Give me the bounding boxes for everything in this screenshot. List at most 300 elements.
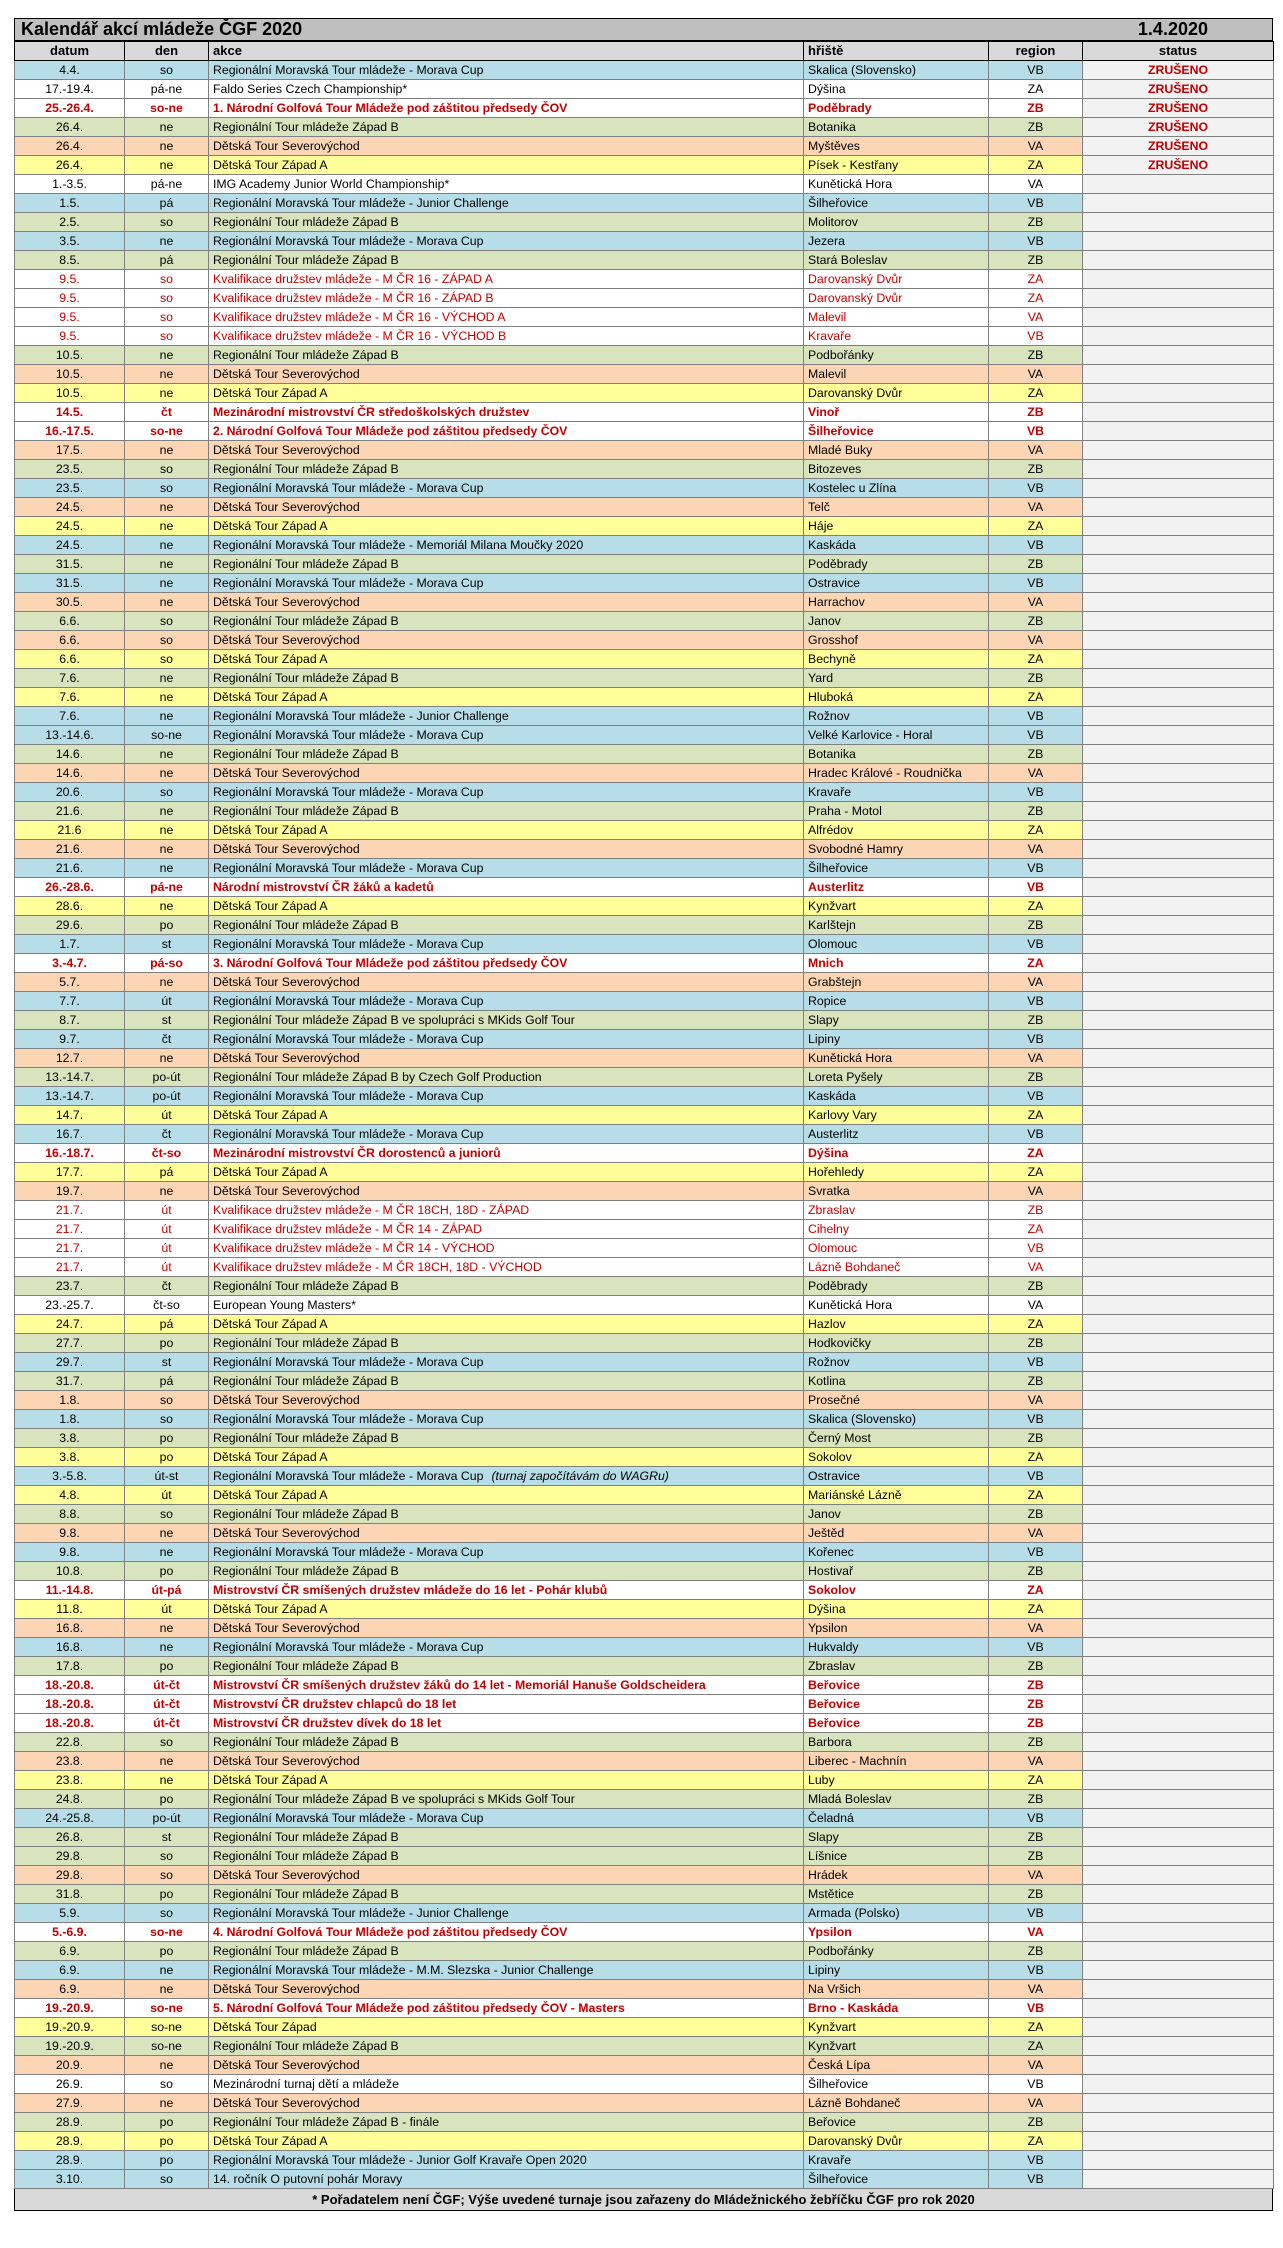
cell-den-text: st bbox=[161, 1355, 172, 1369]
cell-akce bbox=[209, 1391, 804, 1410]
cell-hriste-text: Šilheřovice bbox=[808, 196, 869, 210]
cell-region-text: ZB bbox=[1027, 120, 1044, 134]
cell-akce-text: Regionální Tour mládeže Západ B bbox=[213, 614, 399, 628]
cell-datum bbox=[15, 726, 125, 745]
cell-region bbox=[989, 1106, 1083, 1125]
cell-akce bbox=[209, 175, 804, 194]
cell-hriste-text: Molitorov bbox=[808, 215, 858, 229]
cell-region bbox=[989, 422, 1083, 441]
cell-akce-text: Regionální Moravská Tour mládeže - Morava Cup bbox=[213, 1640, 484, 1654]
cell-den bbox=[125, 2094, 209, 2113]
cell-akce bbox=[209, 536, 804, 555]
cell-region-text: VA bbox=[1027, 367, 1044, 381]
cell-akce-text: Regionální Moravská Tour mládeže - Memoriál Milana Moučky 2020 bbox=[213, 538, 584, 552]
cell-den-text: út bbox=[161, 994, 172, 1008]
cell-datum-text: 4.4. bbox=[59, 63, 80, 77]
cell-akce-text: Regionální Tour mládeže Západ B ve spolupráci s MKids Golf Tour bbox=[213, 1792, 575, 1806]
cell-region bbox=[989, 973, 1083, 992]
cell-region bbox=[989, 1847, 1083, 1866]
header-den: den bbox=[125, 42, 209, 61]
cell-hriste bbox=[804, 1087, 989, 1106]
cell-akce bbox=[209, 232, 804, 251]
cell-status bbox=[1083, 1847, 1274, 1866]
cell-den-text: so bbox=[160, 2172, 173, 2186]
cell-den bbox=[125, 973, 209, 992]
cell-status bbox=[1083, 707, 1274, 726]
cell-region bbox=[989, 1695, 1083, 1714]
cell-den-text: pá-ne bbox=[150, 880, 183, 894]
cell-status bbox=[1083, 802, 1274, 821]
cell-datum-text: 3.5. bbox=[59, 234, 80, 248]
cell-den bbox=[125, 1429, 209, 1448]
cell-akce-text: Regionální Moravská Tour mládeže - Morava Cup bbox=[213, 785, 484, 799]
cell-datum bbox=[15, 346, 125, 365]
cell-den bbox=[125, 1980, 209, 1999]
cell-den bbox=[125, 517, 209, 536]
cell-hriste bbox=[804, 1676, 989, 1695]
cell-hriste-text: Hodkovičky bbox=[808, 1336, 871, 1350]
cell-status bbox=[1083, 1543, 1274, 1562]
cell-den bbox=[125, 536, 209, 555]
cell-akce-text: Regionální Moravská Tour mládeže - Morava Cup bbox=[213, 576, 484, 590]
cell-region-text: VB bbox=[1026, 2001, 1045, 2015]
table-row bbox=[15, 1714, 1274, 1733]
cell-den-text: st bbox=[161, 937, 172, 951]
cell-hriste-text: Karlovy Vary bbox=[808, 1108, 877, 1122]
cell-datum-text: 16.7. bbox=[55, 1127, 84, 1141]
cell-den bbox=[125, 1144, 209, 1163]
cell-datum bbox=[15, 2151, 125, 2170]
cell-status bbox=[1083, 1695, 1274, 1714]
cell-datum-text: 24.5. bbox=[55, 519, 84, 533]
cell-akce bbox=[209, 1030, 804, 1049]
cell-den-text: ne bbox=[159, 120, 174, 134]
cell-status bbox=[1083, 1182, 1274, 1201]
cell-hriste-text: Dýšina bbox=[808, 1602, 846, 1616]
cell-region bbox=[989, 346, 1083, 365]
cell-hriste-text: Kynžvart bbox=[808, 899, 856, 913]
cell-akce bbox=[209, 1733, 804, 1752]
cell-region-text: VB bbox=[1027, 1640, 1044, 1654]
cell-den-text: so bbox=[160, 1412, 173, 1426]
cell-hriste-text: Liberec - Machnín bbox=[808, 1754, 907, 1768]
cell-den-text: ne bbox=[159, 766, 174, 780]
table-row bbox=[15, 232, 1274, 251]
cell-datum-text: 24.5. bbox=[55, 500, 84, 514]
cell-akce-text: Regionální Moravská Tour mládeže - Morava Cup bbox=[213, 1545, 484, 1559]
cell-datum bbox=[15, 2170, 125, 2189]
cell-hriste-text: Dýšina bbox=[808, 82, 846, 96]
cell-region-text: VA bbox=[1027, 633, 1044, 647]
cell-status bbox=[1083, 840, 1274, 859]
cell-den bbox=[125, 1486, 209, 1505]
cell-den-text: ne bbox=[159, 1773, 174, 1787]
cell-akce-text: Dětská Tour Severovýchod bbox=[213, 842, 360, 856]
cell-akce-text: Regionální Moravská Tour mládeže - Junior Golf Kravaře Open 2020 bbox=[213, 2153, 587, 2167]
cell-region-text: ZA bbox=[1027, 519, 1044, 533]
cell-hriste bbox=[804, 270, 989, 289]
cell-status bbox=[1083, 441, 1274, 460]
cell-datum-text: 9.8. bbox=[59, 1526, 80, 1540]
header-hriste: hřiště bbox=[804, 42, 989, 61]
cell-status bbox=[1083, 1961, 1274, 1980]
cell-datum bbox=[15, 954, 125, 973]
cell-region bbox=[989, 688, 1083, 707]
cell-hriste bbox=[804, 1733, 989, 1752]
cell-datum-text: 23.-25.7. bbox=[45, 1298, 94, 1312]
cell-den-text: po-út bbox=[152, 1070, 181, 1084]
cell-akce bbox=[209, 612, 804, 631]
cell-hriste bbox=[804, 2018, 989, 2037]
cell-datum bbox=[15, 1315, 125, 1334]
cell-hriste-text: Poděbrady bbox=[808, 557, 868, 571]
cell-den-text: ne bbox=[159, 538, 174, 552]
cell-akce bbox=[209, 631, 804, 650]
cell-den bbox=[125, 631, 209, 650]
cell-hriste bbox=[804, 1467, 989, 1486]
cell-region-text: VB bbox=[1027, 481, 1044, 495]
cell-den bbox=[125, 1752, 209, 1771]
cell-akce bbox=[209, 422, 804, 441]
cell-den bbox=[125, 1733, 209, 1752]
cell-den bbox=[125, 1999, 209, 2018]
cell-status bbox=[1083, 1334, 1274, 1353]
cell-akce-text: Regionální Tour mládeže Západ B bbox=[213, 2039, 399, 2053]
cell-status bbox=[1083, 1904, 1274, 1923]
cell-den-text: ne bbox=[159, 348, 174, 362]
cell-hriste-text: Bitozeves bbox=[808, 462, 862, 476]
cell-status bbox=[1083, 1220, 1274, 1239]
cell-hriste bbox=[804, 213, 989, 232]
cell-region-text: ZB bbox=[1027, 1944, 1044, 1958]
cell-region bbox=[989, 612, 1083, 631]
cell-akce-text: Dětská Tour Západ A bbox=[213, 690, 328, 704]
cell-den bbox=[125, 403, 209, 422]
cell-region-text: ZB bbox=[1027, 1716, 1044, 1730]
cell-hriste-text: Mnich bbox=[808, 956, 844, 970]
cell-akce bbox=[209, 251, 804, 270]
cell-status bbox=[1083, 80, 1274, 99]
cell-datum-text: 26.-28.6. bbox=[45, 880, 94, 894]
cell-status bbox=[1083, 1524, 1274, 1543]
cell-datum bbox=[15, 916, 125, 935]
cell-region-text: ZA bbox=[1027, 1108, 1044, 1122]
cell-akce bbox=[209, 2056, 804, 2075]
cell-hriste bbox=[804, 536, 989, 555]
cell-hriste bbox=[804, 1581, 989, 1600]
cell-status bbox=[1083, 1676, 1274, 1695]
table-row bbox=[15, 1790, 1274, 1809]
cell-hriste-text: Zbraslav bbox=[808, 1203, 856, 1217]
cell-den-text: so bbox=[160, 1735, 173, 1749]
cell-akce-text: Dětská Tour Západ A bbox=[213, 519, 328, 533]
cell-datum bbox=[15, 460, 125, 479]
cell-den-text: st bbox=[161, 1830, 172, 1844]
table-row bbox=[15, 1847, 1274, 1866]
cell-hriste bbox=[804, 1030, 989, 1049]
cell-hriste bbox=[804, 1828, 989, 1847]
cell-akce bbox=[209, 1125, 804, 1144]
cell-status bbox=[1083, 1277, 1274, 1296]
cell-region-text: ZB bbox=[1027, 1697, 1044, 1711]
cell-hriste-text: Podbořánky bbox=[808, 348, 874, 362]
cell-den-text: po bbox=[159, 1336, 174, 1350]
cell-datum-text: 14.6. bbox=[55, 766, 84, 780]
cell-datum-text: 28.9. bbox=[55, 2134, 84, 2148]
cell-status bbox=[1083, 61, 1274, 80]
cell-den bbox=[125, 783, 209, 802]
cell-region-text: ZB bbox=[1027, 1013, 1044, 1027]
cell-akce-text: Kvalifikace družstev mládeže - M ČR 16 - VÝCHOD A bbox=[213, 310, 506, 324]
cell-datum bbox=[15, 2094, 125, 2113]
cell-datum bbox=[15, 536, 125, 555]
cell-datum-text: 25.-26.4. bbox=[45, 101, 94, 115]
table-row bbox=[15, 916, 1274, 935]
cell-hriste-text: Mladá Boleslav bbox=[808, 1792, 892, 1806]
cell-datum-text: 28.9. bbox=[55, 2115, 84, 2129]
cell-den bbox=[125, 1315, 209, 1334]
cell-region bbox=[989, 2113, 1083, 2132]
cell-datum-text: 21.6. bbox=[55, 804, 84, 818]
cell-akce-text: Dětská Tour Západ A bbox=[213, 2134, 328, 2148]
cell-region-text: VA bbox=[1027, 2096, 1044, 2110]
cell-datum bbox=[15, 137, 125, 156]
cell-akce bbox=[209, 992, 804, 1011]
cell-hriste bbox=[804, 2151, 989, 2170]
cell-hriste bbox=[804, 422, 989, 441]
table-row bbox=[15, 1486, 1274, 1505]
table-row bbox=[15, 1543, 1274, 1562]
cell-den-text: ne bbox=[159, 158, 174, 172]
cell-den bbox=[125, 365, 209, 384]
cell-datum-text: 5.-6.9. bbox=[52, 1925, 87, 1939]
cell-datum bbox=[15, 498, 125, 517]
cell-hriste bbox=[804, 631, 989, 650]
cell-akce-text: Regionální Moravská Tour mládeže - Morava Cup bbox=[213, 1032, 484, 1046]
cell-hriste bbox=[804, 251, 989, 270]
cell-den bbox=[125, 669, 209, 688]
cell-hriste-text: Prosečné bbox=[808, 1393, 860, 1407]
cell-akce bbox=[209, 764, 804, 783]
cell-datum bbox=[15, 1125, 125, 1144]
cell-datum-text: 6.6. bbox=[59, 652, 80, 666]
cell-den-text: so-ne bbox=[150, 101, 183, 115]
cell-akce-text: IMG Academy Junior World Championship* bbox=[213, 177, 450, 191]
cell-datum-text: 24.7. bbox=[55, 1317, 84, 1331]
cell-den-text: ne bbox=[159, 975, 174, 989]
cell-akce-text: Regionální Tour mládeže Západ B bbox=[213, 747, 399, 761]
cell-hriste bbox=[804, 1391, 989, 1410]
cell-datum-text: 17.-19.4. bbox=[45, 82, 94, 96]
cell-den bbox=[125, 859, 209, 878]
cell-datum-text: 11.8. bbox=[56, 1602, 83, 1616]
cell-hriste-text: Austerlitz bbox=[808, 1127, 859, 1141]
cell-datum-text: 2.5. bbox=[59, 215, 80, 229]
cell-akce bbox=[209, 821, 804, 840]
table-row bbox=[15, 194, 1274, 213]
cell-akce-text: Mezinárodní turnaj dětí a mládeže bbox=[213, 2077, 399, 2091]
cell-status bbox=[1083, 1201, 1274, 1220]
table-row bbox=[15, 821, 1274, 840]
table-row bbox=[15, 2151, 1274, 2170]
cell-datum bbox=[15, 156, 125, 175]
cell-hriste bbox=[804, 1562, 989, 1581]
cell-den bbox=[125, 1220, 209, 1239]
cell-region-text: ZA bbox=[1027, 2039, 1044, 2053]
cell-akce-text: European Young Masters* bbox=[213, 1298, 356, 1312]
cell-den-text: út-st bbox=[154, 1469, 179, 1483]
table-row bbox=[15, 498, 1274, 517]
cell-den bbox=[125, 1011, 209, 1030]
cell-datum-text: 19.7. bbox=[55, 1184, 84, 1198]
cell-akce bbox=[209, 1600, 804, 1619]
cell-status bbox=[1083, 1239, 1274, 1258]
cell-region-text: VA bbox=[1027, 1260, 1044, 1274]
cell-hriste-text: Rožnov bbox=[808, 709, 850, 723]
cell-hriste bbox=[804, 802, 989, 821]
table-row bbox=[15, 1980, 1274, 1999]
cell-akce bbox=[209, 1144, 804, 1163]
cell-hriste-text: Kunětická Hora bbox=[808, 1298, 893, 1312]
cell-hriste bbox=[804, 1942, 989, 1961]
cell-den bbox=[125, 1030, 209, 1049]
cell-region-text: VA bbox=[1027, 1925, 1044, 1939]
cell-datum bbox=[15, 2037, 125, 2056]
cell-den bbox=[125, 821, 209, 840]
cell-region-text: ZB bbox=[1027, 1849, 1044, 1863]
cell-datum bbox=[15, 1562, 125, 1581]
cell-region bbox=[989, 1030, 1083, 1049]
cell-region-text: ZA bbox=[1027, 82, 1044, 96]
cell-region-text: ZA bbox=[1027, 899, 1044, 913]
cell-hriste bbox=[804, 745, 989, 764]
cell-hriste-text: Ještěd bbox=[808, 1526, 845, 1540]
cell-hriste-text: Ypsilon bbox=[808, 1925, 852, 1939]
cell-datum bbox=[15, 61, 125, 80]
cell-region bbox=[989, 593, 1083, 612]
cell-hriste-text: Darovanský Dvůr bbox=[808, 291, 903, 305]
cell-den-text: ne bbox=[159, 804, 174, 818]
cell-hriste-text: Mstětice bbox=[808, 1887, 854, 1901]
table-row bbox=[15, 631, 1274, 650]
cell-hriste bbox=[804, 175, 989, 194]
cell-status bbox=[1083, 1030, 1274, 1049]
cell-akce-text: Regionální Moravská Tour mládeže - Morava Cup bbox=[213, 1355, 484, 1369]
cell-region bbox=[989, 2056, 1083, 2075]
cell-status bbox=[1083, 460, 1274, 479]
cell-datum-text: 1.8. bbox=[59, 1393, 80, 1407]
cell-datum bbox=[15, 1486, 125, 1505]
cell-den bbox=[125, 650, 209, 669]
cell-akce bbox=[209, 1467, 804, 1486]
cell-den-text: so bbox=[160, 1849, 173, 1863]
cell-region bbox=[989, 954, 1083, 973]
cell-status bbox=[1083, 1714, 1274, 1733]
cell-den-text: ne bbox=[159, 1051, 174, 1065]
cell-status bbox=[1083, 175, 1274, 194]
cell-region-text: ZB bbox=[1027, 1792, 1044, 1806]
cell-region-text: ZB bbox=[1027, 1431, 1044, 1445]
cell-datum bbox=[15, 2075, 125, 2094]
cell-den-text: so bbox=[160, 291, 173, 305]
page-title: Kalendář akcí mládeže ČGF 2020 bbox=[21, 19, 303, 39]
cell-status bbox=[1083, 973, 1274, 992]
cell-hriste-text: Poděbrady bbox=[808, 1279, 868, 1293]
cell-region bbox=[989, 1296, 1083, 1315]
cell-status bbox=[1083, 1467, 1274, 1486]
cell-den bbox=[125, 175, 209, 194]
table-row bbox=[15, 251, 1274, 270]
cell-status bbox=[1083, 1429, 1274, 1448]
cell-region bbox=[989, 726, 1083, 745]
cell-den bbox=[125, 1277, 209, 1296]
cell-akce bbox=[209, 1790, 804, 1809]
cell-hriste bbox=[804, 2037, 989, 2056]
cell-datum bbox=[15, 270, 125, 289]
cell-datum-text: 21.7. bbox=[55, 1203, 84, 1217]
cell-datum bbox=[15, 574, 125, 593]
cell-akce-text: Regionální Tour mládeže Západ B bbox=[213, 1735, 399, 1749]
cell-region bbox=[989, 479, 1083, 498]
table-row bbox=[15, 1695, 1274, 1714]
cell-region-text: VB bbox=[1027, 329, 1044, 343]
table-row bbox=[15, 1201, 1274, 1220]
cell-den bbox=[125, 99, 209, 118]
cell-datum-text: 21.6. bbox=[55, 861, 84, 875]
cell-status bbox=[1083, 1771, 1274, 1790]
cell-akce-text: Regionální Tour mládeže Západ B bbox=[213, 120, 399, 134]
cell-hriste bbox=[804, 1106, 989, 1125]
cell-hriste bbox=[804, 1220, 989, 1239]
cell-akce-text: Regionální Tour mládeže Západ B bbox=[213, 1849, 399, 1863]
cell-akce-text: Regionální Tour mládeže Západ B bbox=[213, 1507, 399, 1521]
cell-den bbox=[125, 1885, 209, 1904]
cell-region-text: ZB bbox=[1027, 614, 1044, 628]
cell-den bbox=[125, 460, 209, 479]
cell-den bbox=[125, 1258, 209, 1277]
cell-datum bbox=[15, 1923, 125, 1942]
cell-hriste-text: Rožnov bbox=[808, 1355, 850, 1369]
cell-akce bbox=[209, 574, 804, 593]
cell-den-text: út-pá bbox=[151, 1583, 182, 1597]
cell-hriste bbox=[804, 1315, 989, 1334]
cell-region-text: VB bbox=[1027, 1811, 1044, 1825]
cell-datum-text: 29.6. bbox=[55, 918, 84, 932]
cell-akce-text: Dětská Tour Severovýchod bbox=[213, 443, 360, 457]
cell-region bbox=[989, 1581, 1083, 1600]
cell-region bbox=[989, 1125, 1083, 1144]
cell-region bbox=[989, 498, 1083, 517]
cell-den-text: po bbox=[159, 1887, 174, 1901]
cell-datum-text: 7.6. bbox=[59, 671, 80, 685]
cell-datum-text: 14.7. bbox=[55, 1108, 84, 1122]
cell-den bbox=[125, 1714, 209, 1733]
cell-hriste bbox=[804, 1125, 989, 1144]
cell-datum bbox=[15, 80, 125, 99]
cell-region bbox=[989, 1790, 1083, 1809]
cell-akce-text: Regionální Moravská Tour mládeže - M.M. Slezska - Junior Challenge bbox=[213, 1963, 594, 1977]
cell-den-text: so bbox=[160, 1868, 173, 1882]
cell-hriste bbox=[804, 1524, 989, 1543]
cell-akce bbox=[209, 2151, 804, 2170]
cell-hriste-text: Šilheřovice bbox=[808, 2077, 869, 2091]
cell-hriste-text: Olomouc bbox=[808, 937, 858, 951]
cell-hriste bbox=[804, 1049, 989, 1068]
cell-den-text: pá bbox=[159, 1317, 174, 1331]
cell-status-text: ZRUŠENO bbox=[1147, 82, 1209, 96]
table-row bbox=[15, 1828, 1274, 1847]
cell-status-text: ZRUŠENO bbox=[1147, 158, 1209, 172]
